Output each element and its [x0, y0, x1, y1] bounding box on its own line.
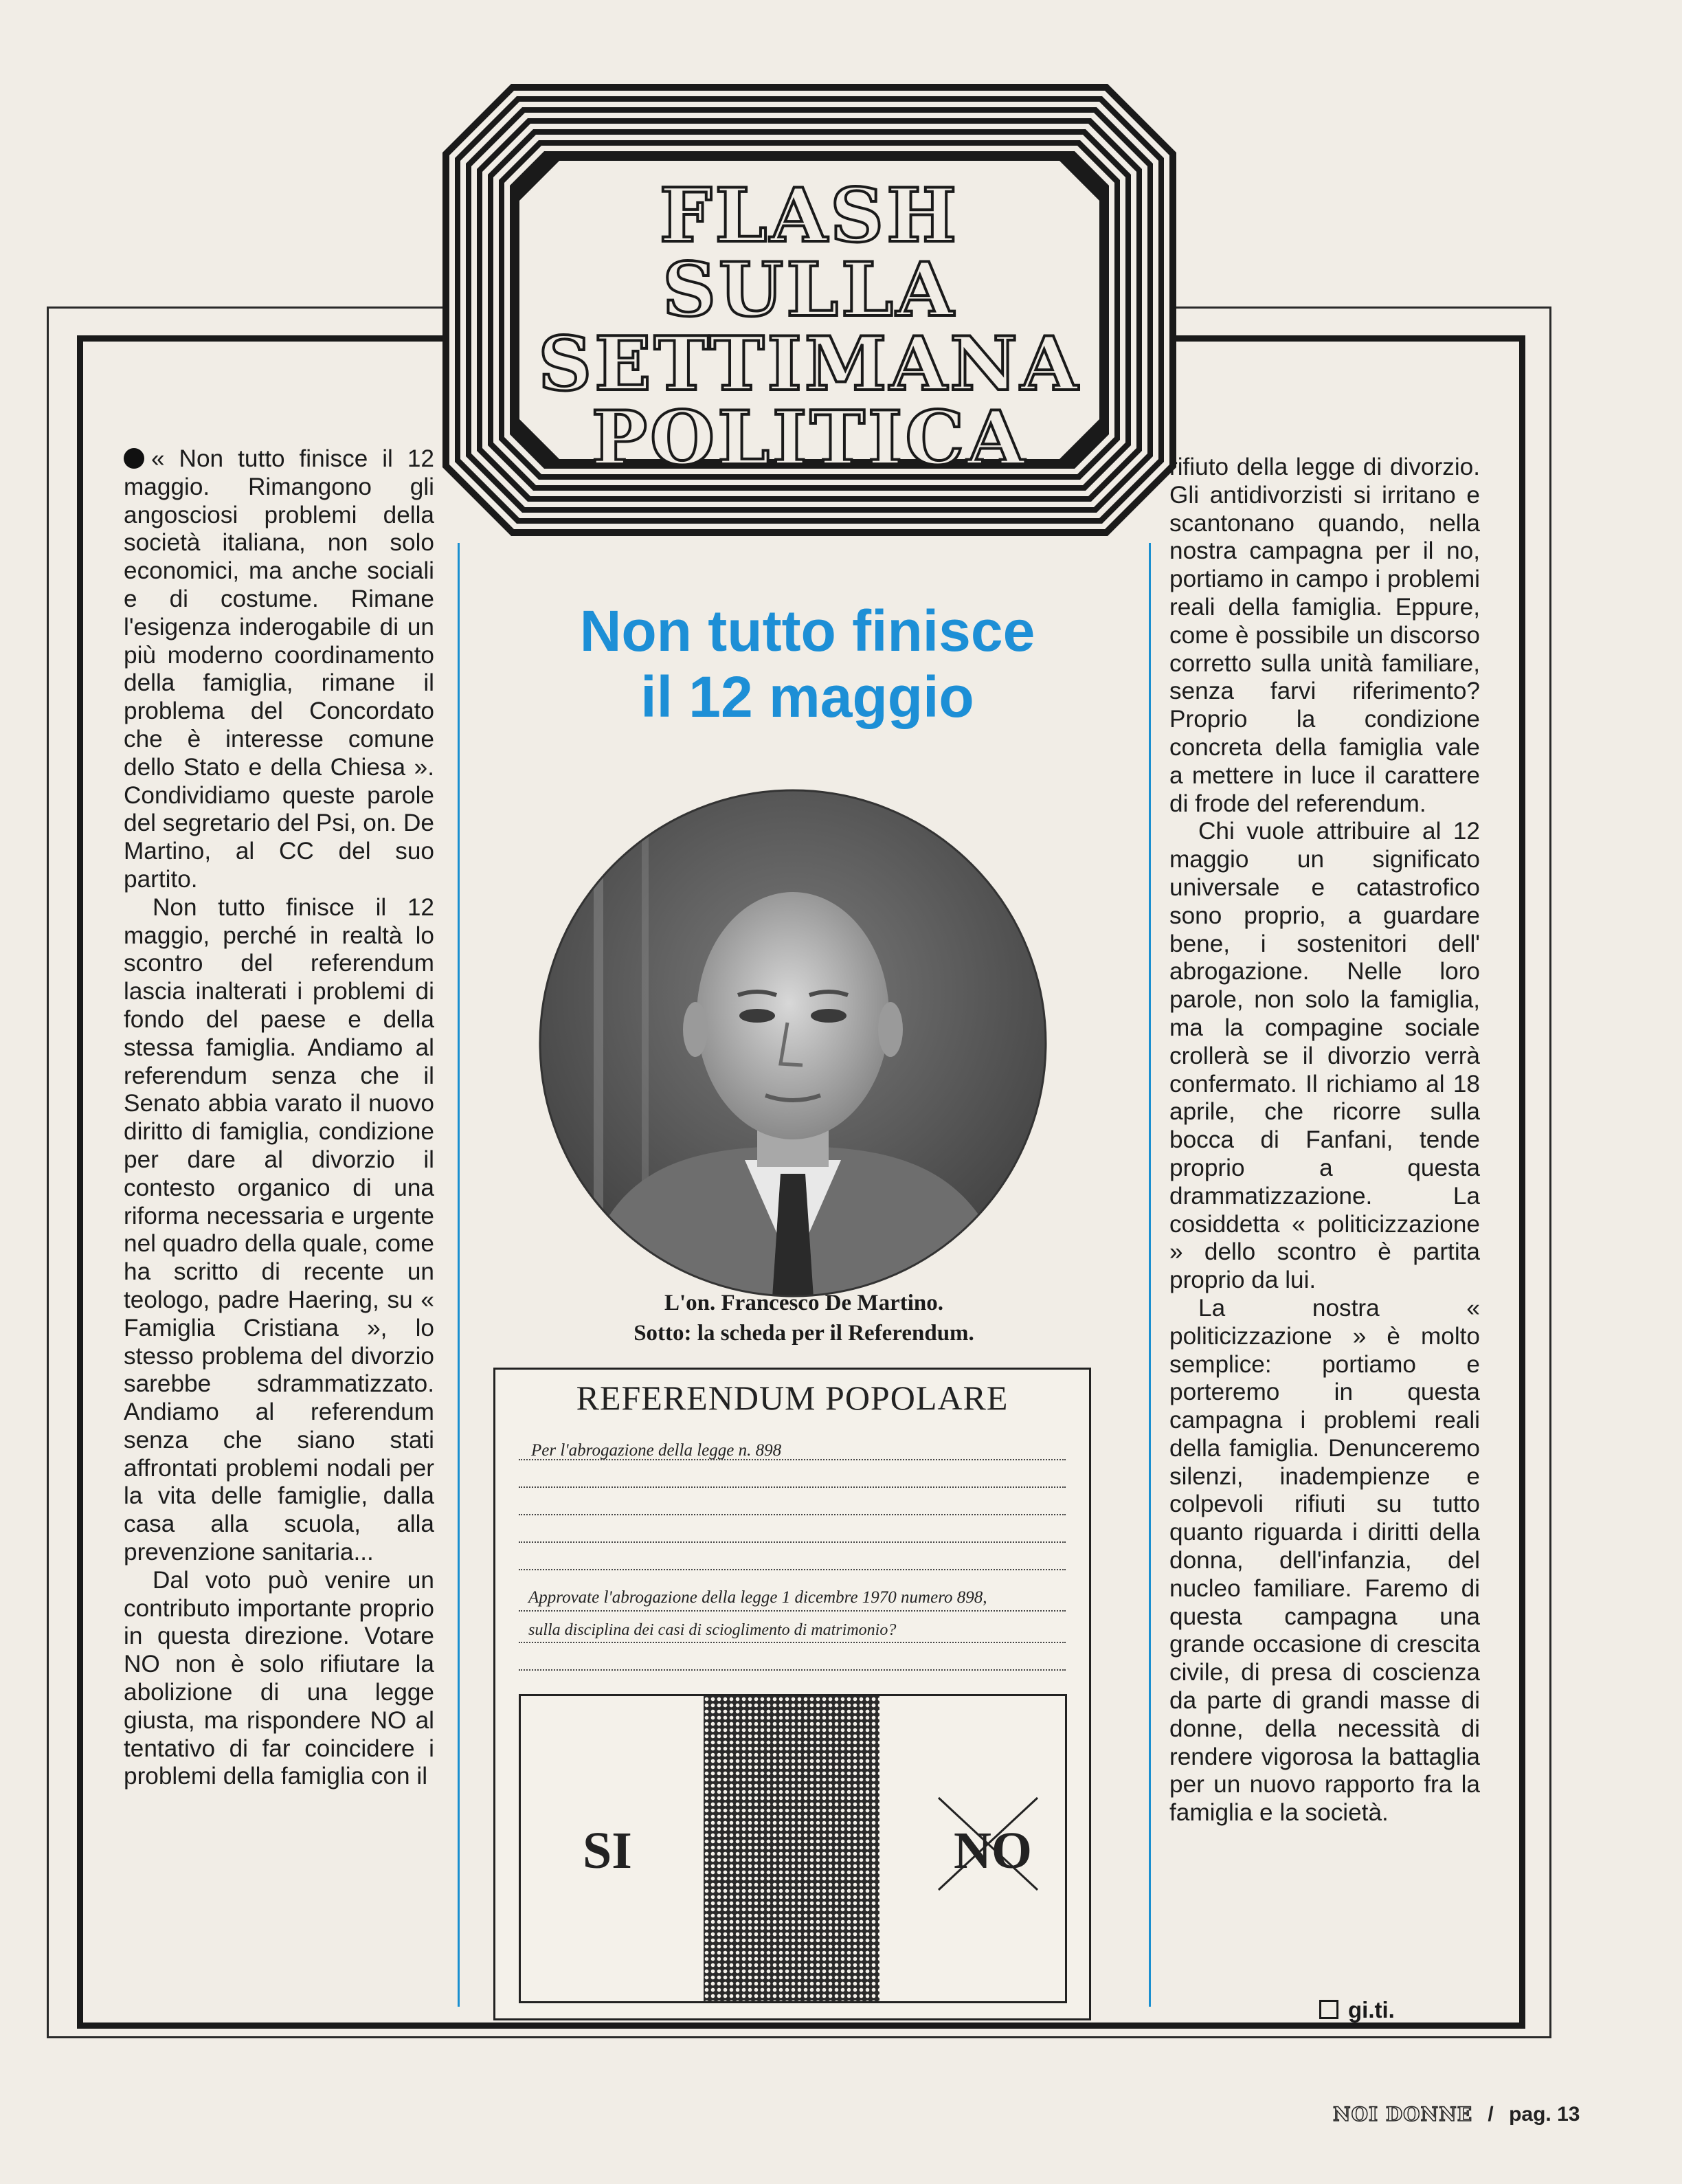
- caption-line-2: Sotto: la scheda per il Referendum.: [633, 1321, 974, 1346]
- ballot-dotted-line: [519, 1669, 1066, 1671]
- plaque-line-4: POLITICA: [591, 395, 1028, 482]
- headline: [453, 598, 1161, 730]
- left-column: [124, 445, 434, 1791]
- ballot-dotted-line: [519, 1642, 1066, 1643]
- magazine-name: NOI DONNE: [1333, 2103, 1473, 2126]
- footer-separator: /: [1488, 2103, 1494, 2126]
- ballot-vote-box: [519, 1694, 1067, 2003]
- ballot-dotted-line: [519, 1486, 1066, 1488]
- ballot-question-1: Approvate l'abrogazione della legge 1 dicembre 1970 numero 898,: [528, 1588, 987, 1607]
- referendum-ballot: [493, 1368, 1091, 2020]
- ballot-dotted-line: [519, 1541, 1066, 1543]
- ballot-yes: SI: [583, 1822, 632, 1880]
- column-rule-left: [458, 543, 460, 2007]
- ballot-law-line: Per l'abrogazione della legge n. 898: [531, 1441, 782, 1460]
- ballot-question-2: sulla disciplina dei casi di scioglimento di matrimonio?: [528, 1621, 897, 1639]
- column-rule-right: [1149, 543, 1151, 2007]
- ballot-pattern-stripe: [704, 1696, 879, 2001]
- portrait-photo: [539, 789, 1047, 1297]
- headline-line-1: Non tutto finisce: [579, 599, 1035, 663]
- plaque-line-2: SULLA: [662, 247, 956, 333]
- ballot-dotted-line: [519, 1514, 1066, 1515]
- page-footer: [1333, 2103, 1580, 2126]
- paragraph: Non tutto finisce il 12 maggio, perché in realtà lo scontro del referendum lascia inalterati i problemi di fondo del paese e della stessa famiglia. Andiamo al referendum senza che il Senato abbia varato il nuovo diritto di famiglia, condizione per dare al divorzio il contesto organico di una riforma necessaria e urgente nel quadro della quale, come ha scritto di recente un teologo, padre Haering, su « Famiglia Cristiana », lo stesso problema del divorzio sarebbe sdrammatizzato. Andiamo al referendum senza che siano stati affrontati problemi nodali per la vita delle famiglie, dalla casa alla scuola, alla prevenzione sanitaria...: [124, 893, 434, 1566]
- ballot-dotted-line: [519, 1610, 1066, 1612]
- signature-text: gi.ti.: [1348, 1997, 1395, 2023]
- title-plaque: [442, 84, 1176, 536]
- bullet-icon: [124, 448, 144, 469]
- paragraph: rifiuto della legge di divorzio. Gli antidivorzisti si irritano e scantonano quando, nella nostra campagna per il no, portiamo in campo i problemi reali della famiglia. Eppure, come è possibile un discorso corretto sulla unità familiare, senza farvi riferimento? Proprio la condizione concreta della famiglia vale a mettere in luce il carattere di frode del referendum.: [1169, 454, 1480, 817]
- ballot-dotted-line: [519, 1459, 1066, 1460]
- right-column: [1169, 454, 1480, 1827]
- photo-caption: [481, 1288, 1127, 1348]
- caption-line-1: L'on. Francesco De Martino.: [664, 1291, 943, 1315]
- paragraph: Chi vuole attribuire al 12 maggio un significato universale e catastrofico sono proprio, a guardare bene, i sostenitori dell' abrogazione. Nelle loro parole, non solo la famiglia, ma la compagine sociale crollerà se il divorzio verrà confermato. Il richiamo al 18 aprile, che ricorre sulla bocca di Fanfani, tende proprio a questa drammatizzazione. La cosiddetta « politicizzazione » dello scontro è partita proprio da lui.: [1169, 818, 1480, 1294]
- cross-mark-icon: [933, 1792, 1043, 1895]
- square-icon: [1319, 2000, 1338, 2019]
- ballot-no: NO: [954, 1822, 1032, 1880]
- ballot-dotted-line: [519, 1569, 1066, 1570]
- page-number: pag. 13: [1509, 2103, 1580, 2126]
- headline-line-2: il 12 maggio: [640, 665, 974, 729]
- author-signature: [1319, 1997, 1395, 2023]
- ballot-title: REFERENDUM POPOLARE: [576, 1379, 1009, 1417]
- plaque-line-1: FLASH: [659, 172, 960, 259]
- paragraph: La nostra « politicizzazione » è molto semplice: portiamo e porteremo in questa campagna i problemi reali della famiglia. Denunceremo silenzi, inadempienze e colpevoli rifiuti su tutto quanto riguarda i diritti della donna, dell'infanzia, del nucleo familiare. Faremo di questa campagna una grande occasione di crescita civile, di presa di coscienza da parte di grandi masse di donne, della necessità di rendere vigorosa la battaglia per un nuovo rapporto fra la famiglia e la società.: [1169, 1294, 1480, 1827]
- plaque-line-3: SETTIMANA: [538, 321, 1081, 408]
- paragraph: « Non tutto finisce il 12 maggio. Rimangono gli angosciosi problemi della società italiana, non solo economici, ma anche sociali e di costume. Rimane l'esigenza inderogabile di un più moderno coordinamento della famiglia, rimane il problema del Concordato che è interesse comune dello Stato e della Chiesa ». Condividiamo queste parole del segretario del Psi, on. De Martino, al CC del suo partito.: [124, 445, 434, 893]
- paragraph: Dal voto può venire un contributo importante proprio in questa direzione. Votare NO non è solo rifiutare la abolizione di una legge giusta, ma rispondere NO al tentativo di far coincidere i problemi della famiglia con il: [124, 1566, 434, 1790]
